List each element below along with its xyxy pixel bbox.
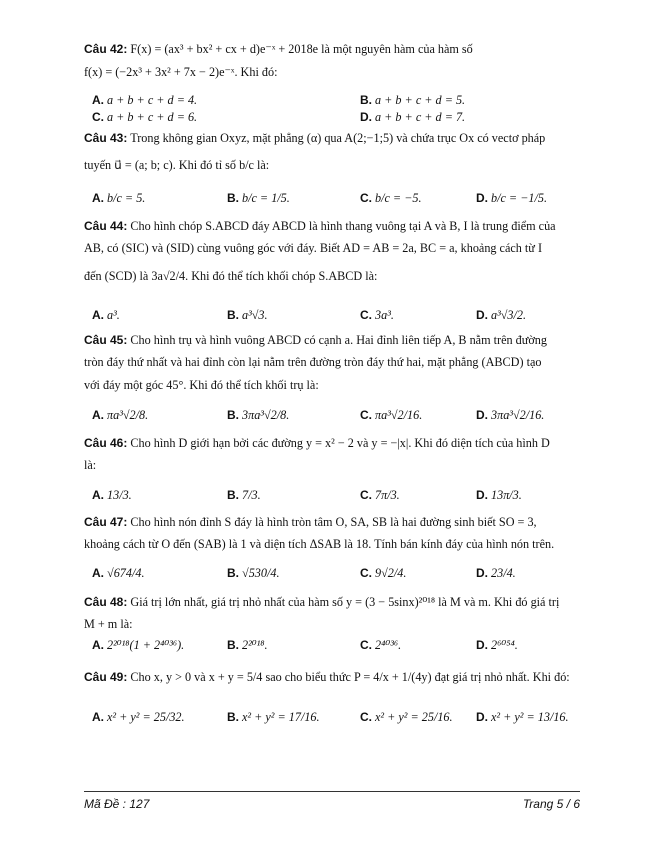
- option-a[interactable]: A. πa³√2/8.: [92, 408, 149, 422]
- question-46: [84, 436, 580, 474]
- option-a[interactable]: A. a³.: [92, 308, 120, 322]
- question-label: Câu 47:: [84, 515, 128, 529]
- option-b[interactable]: B. √530/4.: [227, 566, 280, 580]
- question-text-line: f(x) = (−2x³ + 3x² + 7x − 2)e⁻ˣ. Khi đó:: [84, 65, 278, 80]
- question-text-line: tuyến u⃗ = (a; b; c). Khi đó tỉ số b/c là:: [84, 158, 270, 173]
- question-text-line: Cho x, y > 0 và x + y = 5/4 sao cho biểu thức P = 4/x + 1/(4y) đạt giá trị nhỏ nhất. Khi đó:: [130, 670, 570, 684]
- option-c[interactable]: C. b/c = −5.: [360, 191, 422, 205]
- question-label: Câu 44:: [84, 219, 128, 233]
- option-d[interactable]: D. 23/4.: [476, 566, 516, 580]
- question-label: Câu 45:: [84, 333, 128, 347]
- question-text-line: tròn đáy thứ nhất và hai đỉnh còn lại nằm trên đường tròn đáy thứ hai, mặt phẳng (ABCD) tạo: [84, 355, 542, 370]
- option-b[interactable]: B. 3πa³√2/8.: [227, 408, 290, 422]
- option-b[interactable]: B. 2²⁰¹⁸.: [227, 638, 268, 652]
- question-label: Câu 46:: [84, 436, 128, 450]
- option-d[interactable]: D. a + b + c + d = 7.: [360, 110, 466, 124]
- question-42: [84, 42, 580, 81]
- question-label: Câu 49:: [84, 670, 128, 684]
- question-49: [84, 670, 580, 685]
- option-d[interactable]: D. 13π/3.: [476, 488, 522, 502]
- option-c[interactable]: C. 9√2/4.: [360, 566, 407, 580]
- question-text-line: Cho hình D giới hạn bởi các đường y = x² − 2 và y = −|x|. Khi đó diện tích của hình D: [130, 436, 550, 450]
- option-c[interactable]: C. 7π/3.: [360, 488, 400, 502]
- option-b[interactable]: B. a + b + c + d = 5.: [360, 93, 466, 107]
- option-b[interactable]: B. x² + y² = 17/16.: [227, 710, 320, 724]
- question-text-line: Trong không gian Oxyz, mặt phẳng (α) qua A(2;−1;5) và chứa trục Ox có vectơ pháp: [130, 131, 546, 145]
- question-text-line: M + m là:: [84, 617, 133, 632]
- option-b[interactable]: B. a³√3.: [227, 308, 268, 322]
- option-b[interactable]: B. 7/3.: [227, 488, 261, 502]
- question-text-line: đến (SCD) là 3a√2/4. Khi đó thể tích khối chóp S.ABCD là:: [84, 268, 378, 283]
- option-c[interactable]: C. 3a³.: [360, 308, 394, 322]
- question-text-line: Cho hình chóp S.ABCD đáy ABCD là hình thang vuông tại A và B, I là trung điểm của: [130, 219, 556, 233]
- option-a[interactable]: A. b/c = 5.: [92, 191, 146, 205]
- page-number: Trang 5 / 6: [522, 797, 580, 811]
- exam-code: Mã Đề : 127: [84, 797, 150, 811]
- question-text-line: F(x) = (ax³ + bx² + cx + d)e⁻ˣ + 2018e là một nguyên hàm của hàm số: [130, 42, 473, 56]
- question-text-line: Cho hình nón đỉnh S đáy là hình tròn tâm O, SA, SB là hai đường sinh biết SO = 3,: [130, 515, 537, 529]
- question-48: [84, 595, 580, 633]
- option-c[interactable]: C. πa³√2/16.: [360, 408, 423, 422]
- question-text-line: Cho hình trụ và hình vuông ABCD có cạnh a. Hai đỉnh liên tiếp A, B nằm trên đường: [130, 333, 547, 347]
- option-a[interactable]: A. x² + y² = 25/32.: [92, 710, 185, 724]
- question-text-line: với đáy một góc 45°. Khi đó thể tích khối trụ là:: [84, 377, 319, 392]
- footer-divider: [84, 791, 580, 792]
- option-d[interactable]: D. a³√3/2.: [476, 308, 527, 322]
- question-text-line: là:: [84, 458, 97, 473]
- option-a[interactable]: A. 13/3.: [92, 488, 132, 502]
- question-47: [84, 515, 580, 553]
- option-a[interactable]: A. a + b + c + d = 4.: [92, 93, 198, 107]
- option-c[interactable]: C. x² + y² = 25/16.: [360, 710, 453, 724]
- option-d[interactable]: D. x² + y² = 13/16.: [476, 710, 569, 724]
- option-d[interactable]: D. b/c = −1/5.: [476, 191, 548, 205]
- option-d[interactable]: D. 2⁶⁰⁵⁴.: [476, 638, 518, 652]
- question-text-line: Giá trị lớn nhất, giá trị nhỏ nhất của hàm số y = (3 − 5sinx)²⁰¹⁸ là M và m. Khi đó giá trị: [130, 595, 560, 609]
- question-text-line: khoảng cách từ O đến (SAB) là 1 và diện tích ΔSAB là 18. Tính bán kính đáy của hình nón trên.: [84, 537, 555, 552]
- question-label: Câu 42:: [84, 42, 128, 56]
- option-a[interactable]: A. √674/4.: [92, 566, 145, 580]
- question-label: Câu 43:: [84, 131, 128, 145]
- option-a[interactable]: A. 2²⁰¹⁸(1 + 2⁴⁰³⁶).: [92, 638, 185, 652]
- option-c[interactable]: C. 2⁴⁰³⁶.: [360, 638, 402, 652]
- option-d[interactable]: D. 3πa³√2/16.: [476, 408, 545, 422]
- question-text-line: AB, có (SIC) và (SID) cùng vuông góc với đáy. Biết AD = AB = 2a, BC = a, khoảng cách từ I: [84, 241, 543, 256]
- option-c[interactable]: C. a + b + c + d = 6.: [92, 110, 198, 124]
- question-44: [84, 219, 580, 284]
- question-label: Câu 48:: [84, 595, 128, 609]
- question-45: [84, 333, 580, 393]
- option-b[interactable]: B. b/c = 1/5.: [227, 191, 290, 205]
- question-43: [84, 131, 580, 174]
